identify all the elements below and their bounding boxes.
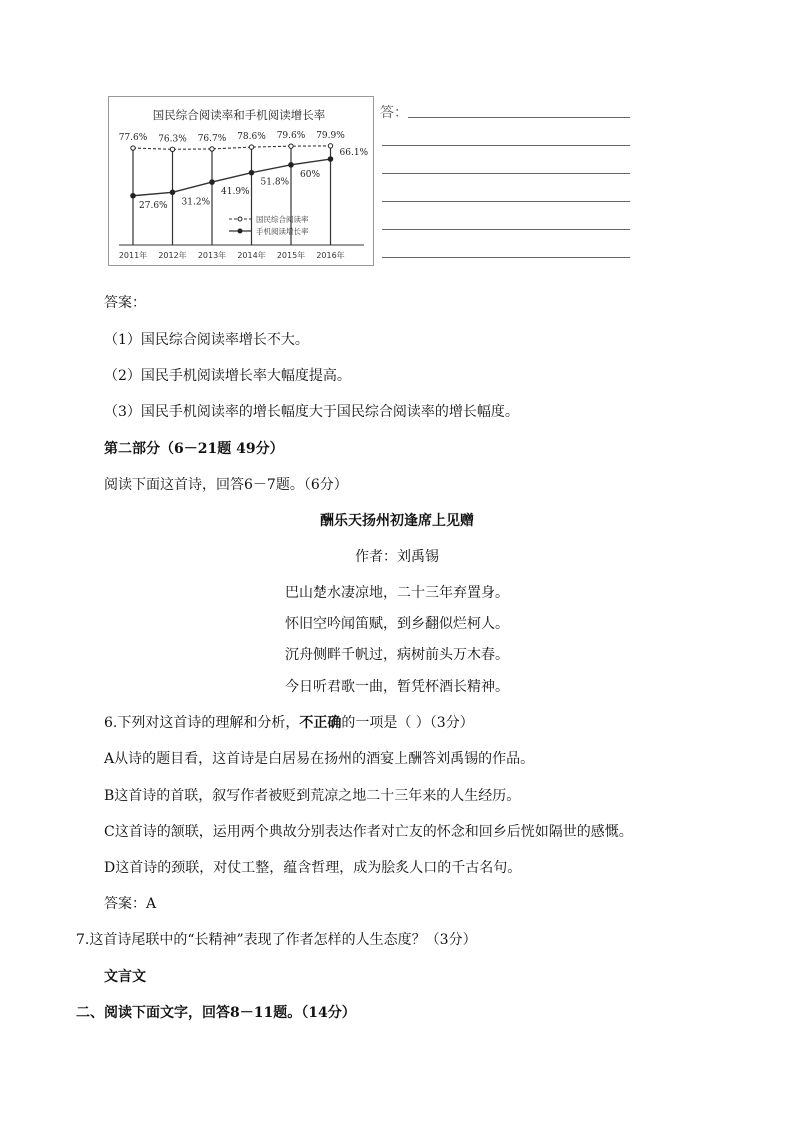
data-label: 79.6% xyxy=(276,131,306,142)
legend-label: 手机阅读增长率 xyxy=(256,227,309,236)
reading-rate-chart xyxy=(108,96,374,266)
answer-line[interactable] xyxy=(382,145,630,146)
data-label: 51.8% xyxy=(260,177,290,188)
data-point-mobile-growth xyxy=(210,180,215,185)
answer-line[interactable] xyxy=(382,229,630,230)
x-tick-label: 2012年 xyxy=(158,251,187,260)
answer-line[interactable] xyxy=(408,117,630,118)
poem-line: 沉舟侧畔千帆过，病树前头万木春。 xyxy=(285,647,509,663)
part2-heading: 第二部分（6－21题 49分） xyxy=(104,441,284,457)
data-label: 76.7% xyxy=(197,133,227,144)
option-b: B这首诗的首联，叙写作者被贬到荒凉之地二十三年来的人生经历。 xyxy=(104,788,521,804)
data-label: 60% xyxy=(300,169,321,180)
chart-title: 国民综合阅读率和手机阅读增长率 xyxy=(152,108,326,122)
data-label: 79.9% xyxy=(316,130,345,141)
legend-label: 国民综合阅读率 xyxy=(256,215,309,224)
data-point-reading-rate xyxy=(131,146,135,150)
data-point-reading-rate xyxy=(249,145,253,149)
poem-line: 今日听君歌一曲，暂凭杯酒长精神。 xyxy=(285,679,509,695)
data-point-mobile-growth xyxy=(328,157,333,162)
section-2-heading: 二、阅读下面文字，回答8－11题。（14分） xyxy=(76,1005,356,1021)
data-label: 78.6% xyxy=(237,132,266,143)
x-tick-label: 2013年 xyxy=(197,251,227,260)
answer-item: （1）国民综合阅读率增长不大。 xyxy=(104,332,309,348)
answer-item: （3）国民手机阅读率的增长幅度大于国民综合阅读率的增长幅度。 xyxy=(104,404,519,420)
answer-line[interactable] xyxy=(382,201,630,202)
data-label: 41.9% xyxy=(221,187,250,198)
poem-title: 酬乐天扬州初逢席上见赠 xyxy=(320,513,474,529)
data-label: 31.2% xyxy=(181,197,211,208)
q6-answer: 答案：A xyxy=(104,896,157,912)
data-point-reading-rate xyxy=(210,147,214,151)
data-point-reading-rate xyxy=(289,144,293,148)
data-point-mobile-growth xyxy=(131,193,136,198)
answer-heading: 答案： xyxy=(104,295,146,311)
data-point-reading-rate xyxy=(170,147,174,151)
option-c: C这首诗的颔联，运用两个典故分别表达作者对亡友的怀念和回乡后恍如隔世的感慨。 xyxy=(104,824,633,840)
section-wenyan-title: 文言文 xyxy=(104,969,146,985)
data-label: 77.6% xyxy=(118,133,148,144)
chart-figure xyxy=(108,96,654,271)
chart-svg xyxy=(109,97,373,265)
data-point-mobile-growth xyxy=(289,163,294,168)
option-d: D这首诗的颈联，对仗工整，蕴含哲理，成为脍炙人口的千古名句。 xyxy=(104,860,522,876)
poem-author: 作者：刘禹锡 xyxy=(355,549,439,565)
data-point-mobile-growth xyxy=(170,190,175,195)
question-7-stem: 7.这首诗尾联中的“长精神”表现了作者怎样的人生态度？（3分） xyxy=(76,932,477,948)
part2-instruction: 阅读下面这首诗，回答6－7题。（6分） xyxy=(104,477,348,493)
legend-marker-reading-rate xyxy=(238,217,242,221)
data-label: 76.3% xyxy=(158,134,187,145)
legend-marker-mobile-growth xyxy=(238,229,242,233)
answer-label: 答： xyxy=(380,105,408,121)
x-tick-label: 2016年 xyxy=(316,251,345,260)
poem-line: 怀旧空吟闻笛赋，到乡翻似烂柯人。 xyxy=(285,616,509,632)
answer-lines-area xyxy=(380,96,632,264)
x-tick-label: 2014年 xyxy=(237,251,266,260)
data-label: 27.6% xyxy=(139,200,168,211)
data-label: 66.1% xyxy=(339,148,369,159)
answer-item: （2）国民手机阅读增长率大幅度提高。 xyxy=(104,368,351,384)
data-point-reading-rate xyxy=(328,144,332,148)
q6-stem-pre: 6.下列对这首诗的理解和分析， xyxy=(104,715,300,731)
answer-line[interactable] xyxy=(382,257,630,258)
poem-line: 巴山楚水凄凉地，二十三年弃置身。 xyxy=(285,585,509,601)
x-tick-label: 2011年 xyxy=(118,251,148,260)
option-a: A从诗的题目看，这首诗是白居易在扬州的酒宴上酬答刘禹锡的作品。 xyxy=(104,751,535,767)
question-6-stem xyxy=(104,714,474,732)
data-point-mobile-growth xyxy=(249,170,254,175)
series-line-reading-rate xyxy=(133,146,331,149)
x-tick-label: 2015年 xyxy=(276,251,306,260)
answer-line[interactable] xyxy=(382,173,630,174)
q6-stem-bold: 不正确 xyxy=(299,715,342,731)
q6-stem-post: 的一项是（ ）（3分） xyxy=(341,715,474,731)
